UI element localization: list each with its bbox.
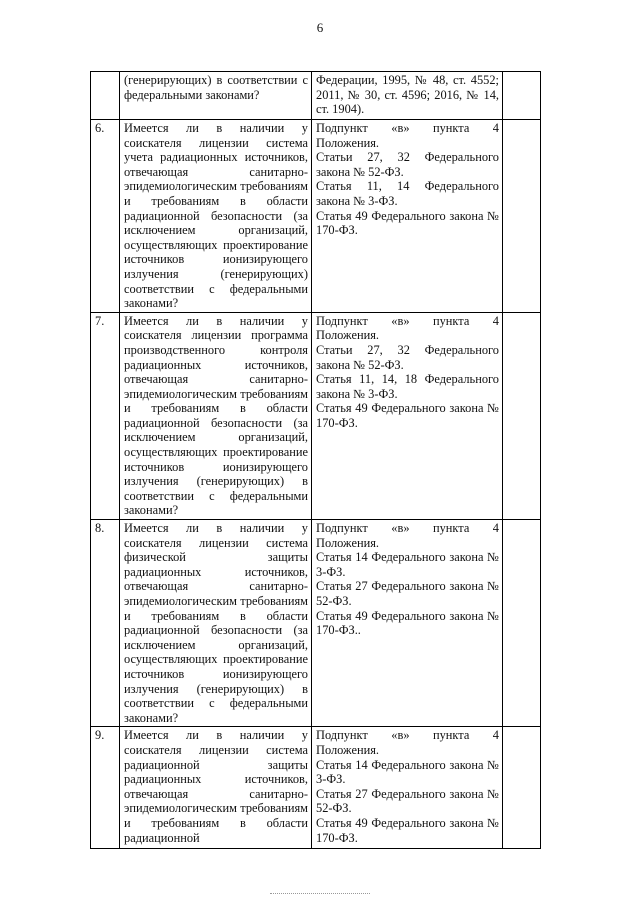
reference-cell xyxy=(312,312,503,519)
page-number: 6 xyxy=(316,20,324,35)
question-cell: (генерирующих) в соответствии с федеральными законами? xyxy=(120,72,312,120)
table-row xyxy=(91,312,541,519)
reference-line: Статья 11, 14, 18 Федерального закона № 3-ФЗ. xyxy=(316,372,499,401)
reference-line: Статья 27 Федерального закона № 52-ФЗ. xyxy=(316,786,499,816)
reference-line: Статья 11, 14 Федерального закона № 3-ФЗ. xyxy=(316,179,499,208)
table-row xyxy=(91,72,541,120)
reference-line: Статья 49 Федерального закона № 170-ФЗ. xyxy=(316,401,499,430)
question-cell: Имеется ли в наличии у соискателя лицензии система физической защиты радиационных источников, отвечающая санитарно-эпидемиологическим требованиям и требованиям в области радиационной безопасности (за исключением организаций, осуществляющих проектирование источников ионизирующего излучения (генерирующих) в соответствии с федеральными законами? xyxy=(120,520,312,727)
reference-line: Федерации, 1995, № 48, ст. 4552; 2011, № 30, ст. 4596; 2016, № 14, ст. 1904). xyxy=(316,73,499,117)
checklist-table xyxy=(90,71,541,849)
row-number: 9. xyxy=(91,727,120,849)
reference-cell xyxy=(312,727,503,849)
reference-line: Подпункт «в» пункта 4 Положения. xyxy=(316,121,499,150)
table-row xyxy=(91,520,541,727)
question-cell: Имеется ли в наличии у соискателя лицензии система радиационной защиты радиационных источников, отвечающая санитарно-эпидемиологическим требованиям и требованиям в области радиационной xyxy=(120,727,312,849)
reference-line: Подпункт «в» пункта 4 Положения. xyxy=(316,521,499,550)
answer-cell xyxy=(503,520,541,727)
scan-artifact xyxy=(270,893,370,896)
reference-line: Статья 27 Федерального закона № 52-ФЗ. xyxy=(316,579,499,608)
table-row xyxy=(91,120,541,313)
question-cell: Имеется ли в наличии у соискателя лицензии программа производственного контроля радиационных источников, отвечающая санитарно-эпидемиологическим требованиям и требованиям в области радиационной безопасности (за исключением организаций, осуществляющих проектирование источников ионизирующего излучения (генерирующих) в соответствии с федеральными законами? xyxy=(120,312,312,519)
reference-line: Подпункт «в» пункта 4 Положения. xyxy=(316,313,499,343)
table-row xyxy=(91,727,541,849)
answer-cell xyxy=(503,72,541,120)
reference-line: Статья 14 Федерального закона № 3-ФЗ. xyxy=(316,757,499,787)
reference-line: Статьи 27, 32 Федерального закона № 52-ФЗ. xyxy=(316,150,499,179)
reference-cell xyxy=(312,120,503,313)
row-number: 8. xyxy=(91,520,120,727)
answer-cell xyxy=(503,312,541,519)
row-number: 7. xyxy=(91,312,120,519)
reference-cell xyxy=(312,72,503,120)
row-number xyxy=(91,72,120,120)
reference-line: Статья 14 Федерального закона № 3-ФЗ. xyxy=(316,550,499,579)
answer-cell xyxy=(503,120,541,313)
reference-line: Статья 49 Федерального закона № 170-ФЗ. xyxy=(316,208,499,238)
reference-line: Статья 49 Федерального закона № 170-ФЗ.. xyxy=(316,608,499,638)
reference-cell xyxy=(312,520,503,727)
reference-line: Статья 49 Федерального закона № 170-ФЗ. xyxy=(316,815,499,845)
answer-cell xyxy=(503,727,541,849)
reference-line: Статьи 27, 32 Федерального закона № 52-ФЗ. xyxy=(316,342,499,372)
row-number: 6. xyxy=(91,120,120,313)
reference-line: Подпункт «в» пункта 4 Положения. xyxy=(316,728,499,757)
question-cell: Имеется ли в наличии у соискателя лицензии система учета радиационных источников, отвечающая санитарно-эпидемиологическим требованиям и требованиям в области радиационной безопасности (за исключением организаций, осуществляющих проектирование источников ионизирующего излучения (генерирующих) соответствии с федеральными законами? xyxy=(120,120,312,313)
